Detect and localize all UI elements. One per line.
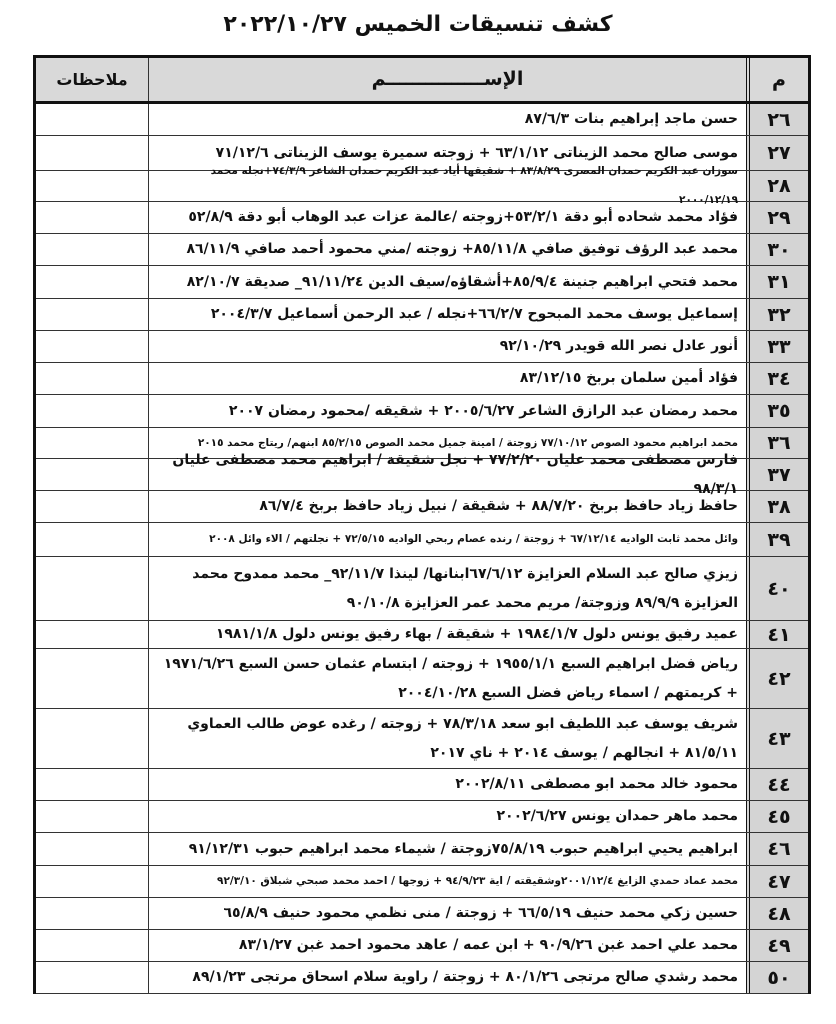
table-row: [36, 451, 808, 497]
table-row: [36, 104, 808, 136]
row-number: ٤٩: [746, 930, 808, 961]
table-row: [36, 769, 808, 801]
row-number: ٤١: [746, 621, 808, 648]
row-notes: [36, 459, 148, 490]
header-name: الإســـــــــــــــم: [148, 58, 746, 101]
row-notes: [36, 331, 148, 362]
row-notes: [36, 557, 148, 620]
row-name: موسى صالح محمد الزيناتى ٦٣/١/١٢ + زوجته سميرة يوسف الزيناتى ٧١/١٢/٦: [148, 136, 746, 170]
row-notes: [36, 709, 148, 768]
row-name: إسماعيل يوسف محمد المبحوح ٦٦/٢/٧+نجله / عبد الرحمن أسماعيل ٢٠٠٤/٣/٧: [148, 299, 746, 330]
row-name: سوزان عبد الكريم حمدان المصرى ٨٣/٨/٢٩ + شقيقها أياد عبد الكريم حمدان الشاعر ٧٤/٣/٩+نجله محمد ٢٠٠٠/١٢/١٩: [148, 171, 746, 201]
row-name: فارس مصطفى محمد عليان ٧٧/٢/٢٠ + نجل شقيقة / ابراهيم محمد مصطفى عليان ٩٨/٣/١: [148, 459, 746, 490]
table-row: [36, 898, 808, 930]
row-notes: [36, 930, 148, 961]
document-title: كشف تنسيقات الخميس ٢٠٢٢/١٠/٢٧: [223, 12, 613, 37]
row-notes: [36, 962, 148, 993]
table-row: [36, 930, 808, 962]
table-row: [36, 331, 808, 363]
row-number: ٣٠: [746, 234, 808, 265]
table-row: [36, 709, 808, 769]
table-row: [36, 621, 808, 649]
row-name: محمد فتحي ابراهيم جنينة ٨٥/٩/٤+أشقاؤه/سيف الدين ٩١/١١/٢٤_ صديقة ٨٢/١٠/٧: [148, 266, 746, 298]
row-name: محمد علي احمد غبن ٩٠/٩/٢٦ + ابن عمه / عاهد محمود احمد غبن ٨٣/١/٢٧: [148, 930, 746, 961]
row-name: فؤاد محمد شحاده أبو دقة ٥٣/٢/١+زوجته /عالمة عزات عبد الوهاب أبو دقة ٥٢/٨/٩: [148, 202, 746, 233]
table-row: [36, 234, 808, 266]
table-row: [36, 266, 808, 299]
row-number: ٤٦: [746, 833, 808, 865]
row-number: ٣٧: [746, 459, 808, 490]
row-notes: [36, 104, 148, 135]
coordination-table: [33, 55, 811, 994]
row-name: محمد رمضان عبد الرازق الشاعر ٢٠٠٥/٦/٢٧ + شقيقه /محمود رمضان ٢٠٠٧: [148, 395, 746, 427]
row-notes: [36, 136, 148, 170]
table-row: [36, 801, 808, 833]
row-name: فؤاد أمين سلمان بربخ ٨٣/١٢/١٥: [148, 363, 746, 394]
row-notes: [36, 491, 148, 522]
table-row: [36, 202, 808, 234]
row-number: ٢٧: [746, 136, 808, 170]
row-notes: [36, 395, 148, 427]
row-notes: [36, 171, 148, 201]
row-number: ٤٥: [746, 801, 808, 832]
row-name: حافظ زياد حافظ بربخ ٨٨/٧/٢٠ + شقيقة / نبيل زياد حافظ بربخ ٨٦/٧/٤: [148, 491, 746, 522]
row-number: ٣١: [746, 266, 808, 298]
row-number: ٣٣: [746, 331, 808, 362]
row-number: ٢٩: [746, 202, 808, 233]
row-number: ٤٠: [746, 557, 808, 620]
row-name: محمد عماد حمدي الزايغ ٢٠٠١/١٢/٤وشقيقته / اية ٩٤/٩/٢٣ + زوجها / احمد محمد صبحي شبلاق ٩٢/٣/١٠: [148, 866, 746, 897]
row-name: حسين زكي محمد حنيف ٦٦/٥/١٩ + زوجتة / منى نظمي محمود حنيف ٦٥/٨/٩: [148, 898, 746, 929]
row-number: ٤٨: [746, 898, 808, 929]
table-row: [36, 833, 808, 866]
row-name: شريف يوسف عبد اللطيف ابو سعد ٧٨/٣/١٨ + زوجته / رغده عوض طالب العماوي ٨١/٥/١١ + انجالهم / يوسف ٢٠١٤ + ناي ٢٠١٧: [148, 709, 746, 768]
row-number: ٥٠: [746, 962, 808, 993]
row-notes: [36, 363, 148, 394]
table-row: [36, 523, 808, 557]
row-number: ٤٧: [746, 866, 808, 897]
row-notes: [36, 801, 148, 832]
table-row: [36, 866, 808, 898]
table-body: [36, 104, 808, 994]
row-name: محمود خالد محمد ابو مصطفى ٢٠٠٢/٨/١١: [148, 769, 746, 800]
table-row: [36, 962, 808, 994]
table-row: [36, 395, 808, 428]
row-notes: [36, 202, 148, 233]
table-row: [36, 363, 808, 395]
row-number: ٣٦: [746, 428, 808, 458]
row-notes: [36, 898, 148, 929]
row-number: ٢٦: [746, 104, 808, 135]
row-notes: [36, 649, 148, 708]
table-row: [36, 491, 808, 523]
row-name: وائل محمد ثابت الواديه ٦٧/١٢/١٤ + زوجتة / رنده عصام ربحي الواديه ٧٢/٥/١٥ + نجلتهم / الاء وائل ٢٠٠٨: [148, 523, 746, 556]
table-row: [36, 165, 808, 206]
row-notes: [36, 866, 148, 897]
header-number: م: [746, 58, 808, 101]
row-notes: [36, 299, 148, 330]
row-name: أنور عادل نصر الله قويدر ٩٢/١٠/٢٩: [148, 331, 746, 362]
header-notes: ملاحظات: [56, 70, 128, 89]
table-row: [36, 557, 808, 621]
row-number: ٣٢: [746, 299, 808, 330]
table-header: [36, 58, 808, 104]
row-name: عميد رفيق يونس دلول ١٩٨٤/١/٧ + شقيقة / بهاء رفيق يونس دلول ١٩٨١/١/٨: [148, 621, 746, 648]
row-notes: [36, 266, 148, 298]
table-row: [36, 649, 808, 709]
row-name: زيزي صالح عبد السلام العزايزة ٦٧/٦/١٢ابنانها/ لينذا ٩٢/١١/٧_ محمد ممدوح محمد العزايزة ٨٩/٩/٩ وزوجتة/ مريم محمد عمر العزايزة ٩٠/١٠/٨: [148, 557, 746, 620]
row-name: ابراهيم يحيي ابراهيم حبوب ٧٥/٨/١٩زوجتة / شيماء محمد ابراهيم حبوب ٩١/١٢/٣١: [148, 833, 746, 865]
row-number: ٤٣: [746, 709, 808, 768]
row-notes: [36, 769, 148, 800]
row-notes: [36, 523, 148, 556]
row-name: محمد ابراهيم محمود الصوص ٧٧/١٠/١٢ زوجتة / امينة جميل محمد الصوص ٨٥/٢/١٥ ابنهم/ ريتاج محمد ٢٠١٥: [148, 428, 746, 458]
row-name: حسن ماجد إبراهيم بنات ٨٧/٦/٣: [148, 104, 746, 135]
row-number: ٤٤: [746, 769, 808, 800]
row-notes: [36, 621, 148, 648]
row-notes: [36, 234, 148, 265]
row-name: محمد رشدي صالح مرتجى ٨٠/١/٢٦ + زوجتة / راوية سلام اسحاق مرتجى ٨٩/١/٢٣: [148, 962, 746, 993]
row-number: ٢٨: [746, 171, 808, 201]
row-name: محمد عبد الرؤف توفيق صافي ٨٥/١١/٨+ زوجته /مني محمود أحمد صافي ٨٦/١١/٩: [148, 234, 746, 265]
row-number: ٣٤: [746, 363, 808, 394]
row-name: محمد ماهر حمدان يونس ٢٠٠٢/٦/٢٧: [148, 801, 746, 832]
table-row: [36, 299, 808, 331]
row-number: ٣٥: [746, 395, 808, 427]
row-notes: [36, 833, 148, 865]
row-name: رياض فضل ابراهيم السبع ١٩٥٥/١/١ + زوجته / ابتسام عثمان حسن السبع ١٩٧١/٦/٢٦ + كريمتهم / اسماء رياض فضل السبع ٢٠٠٤/١٠/٢٨: [148, 649, 746, 708]
row-number: ٣٩: [746, 523, 808, 556]
row-number: ٤٢: [746, 649, 808, 708]
row-notes: [36, 428, 148, 458]
row-number: ٣٨: [746, 491, 808, 522]
